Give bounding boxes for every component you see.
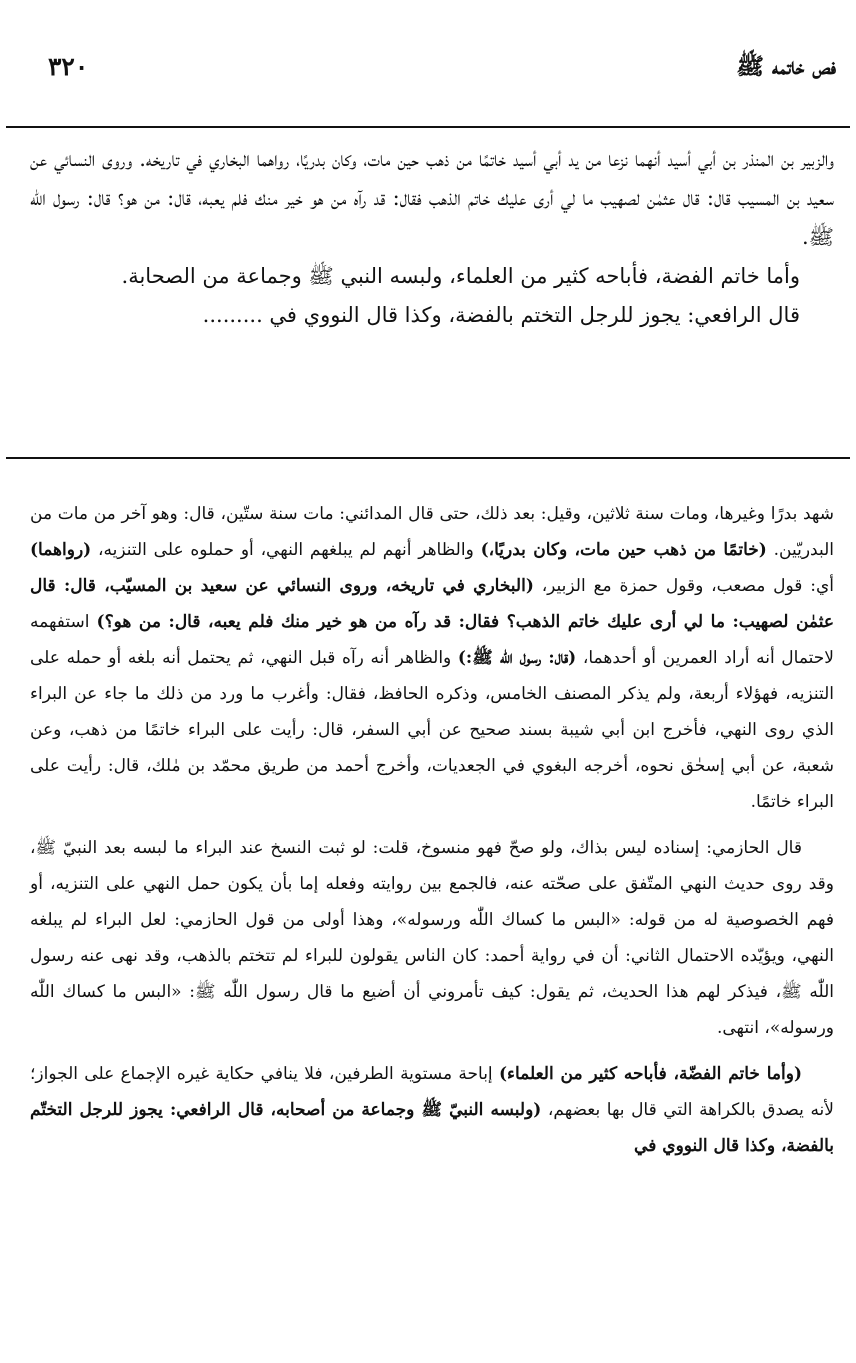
commentary (30, 496, 834, 1174)
main-paragraph-1: والزبير بن المنذر بن أبي أسيد أنهما نزعا من يد أبي أسيد خاتمًا من ذهب حين مات، وكان بدريًا، رواهما البخاري في تاريخه. وروى النسائي عن سعيد بن المسيب قال: قال عثمٰن لصهيب ما لي أرى عليك خاتم الذهب فقال: قد رآه من هو خير منك فلم يعبه، قال: من هو؟ قال: رسول الله ﷺ. (30, 147, 834, 249)
quoted-matn-segment: (ولبسه النبيّ ﷺ وجماعة من أصحابه، قال الرافعي: يجوز للرجل التختّم بالفضة، وكذا قال النووي في (30, 1100, 834, 1156)
main-paragraph-2: وأما خاتم الفضة، فأباحه كثير من العلماء، ولبسه النبي ﷺ وجماعة من الصحابة. (121, 264, 800, 288)
quoted-matn-segment: (قال: رسول اللّٰه ﷺ:) (457, 648, 577, 668)
quoted-matn-segment: (رواهما) (30, 540, 92, 560)
commentary-paragraph-2: قال الحازمي: إسناده ليس بذاك، ولو صحّ فهو منسوخ، قلت: لو ثبت النسخ عند البراء ما لبسه بعد النبيّ ﷺ، وقد روى حديث النهي المتّفق على صحّته عنه، فالجمع بين روايته وفعله إما بأن يكون حمل النهي على التنزيه، أو فهم الخصوصية له من قوله: «البس ما كساك اللّٰه ورسوله»، وهذا أولى من قول الحازمي: لعل البراء لم يبلغه النهي، ويؤيّده الاحتمال الثاني: أن في رواية أحمد: كان الناس يقولون للبراء لم تتختم بالذهب، وقد نهى عنه رسول اللّٰه ﷺ، فيذكر لهم هذا الحديث، ثم يقول: كيف تأمروني أن أضيع ما قال رسول اللّٰه ﷺ: «البس ما كساك اللّٰه ورسوله»، انتهى. (30, 838, 834, 1038)
main-text (30, 140, 834, 335)
running-header-title: فص خاتمه ﷺ (736, 53, 836, 80)
commentary-segment: والظاهر أنهم لم يبلغهم النهي، أو حملوه على التنزيه، (91, 540, 481, 560)
commentary-segment: أي: قول مصعب، وقول حمزة مع الزبير، (533, 576, 834, 596)
commentary-segment: شهد بدرًا وغيرها، ومات سنة ثلاثين، وقيل: بعد ذلك، حتى قال المدائني: مات سنة ستّين، قال: وهو آخر من مات من البدريّين. (30, 504, 834, 560)
main-paragraph-3: قال الرافعي: يجوز للرجل التختم بالفضة، وكذا قال النووي في ......... (202, 303, 800, 327)
commentary-segment: إباحة مستوية الطرفين، فلا ينافي حكاية غيره الإجماع على الجواز؛ لأنه يصدق بالكراهة التي قال بها بعضهم، (30, 1064, 834, 1120)
commentary-paragraph-3 (30, 1056, 834, 1164)
commentary-segment: والظاهر أنه رآه قبل النهي، ثم يحتمل أنه بلغه أو حمله على التنزيه، فهؤلاء أربعة، ولم يذكر المصنف الخامس، وذكره الحافظ، فقال: وأغرب ما ورد من ذلك ما جاء عن البراء الذي روى النهي، فأخرج ابن أبي شيبة بسند صحيح عن أبي السفر، قال: رأيت على البراء خاتمًا من ذهب، وعن شعبة، عن أبي إسحٰق نحوه، أخرجه البغوي في الجعديات، وأخرج أحمد من طريق محمّد بن مٰلك، قال: رأيت على البراء خاتمًا. (30, 648, 834, 812)
commentary-divider (6, 457, 850, 459)
commentary-paragraph-1 (30, 496, 834, 820)
header-divider (6, 126, 850, 128)
commentary-segment: استفهمه لاحتمال أنه أراد العمرين أو أحدهما، (30, 612, 834, 668)
quoted-matn-segment: (وأما خاتم الفضّة، فأباحه كثير من العلماء) (498, 1064, 802, 1084)
page-number: ٣٢٠ (48, 52, 89, 81)
quoted-matn-segment: (خاتمًا من ذهب حين مات، وكان بدريًا،) (480, 540, 767, 560)
quoted-matn-segment: (البخاري في تاريخه، وروى النسائي عن سعيد بن المسيّب، قال: قال عثمٰن لصهيب: ما لي أرى عليك خاتم الذهب؟ فقال: قد رآه من هو خير منك فلم يعبه، قال: من هو؟) (30, 576, 835, 632)
